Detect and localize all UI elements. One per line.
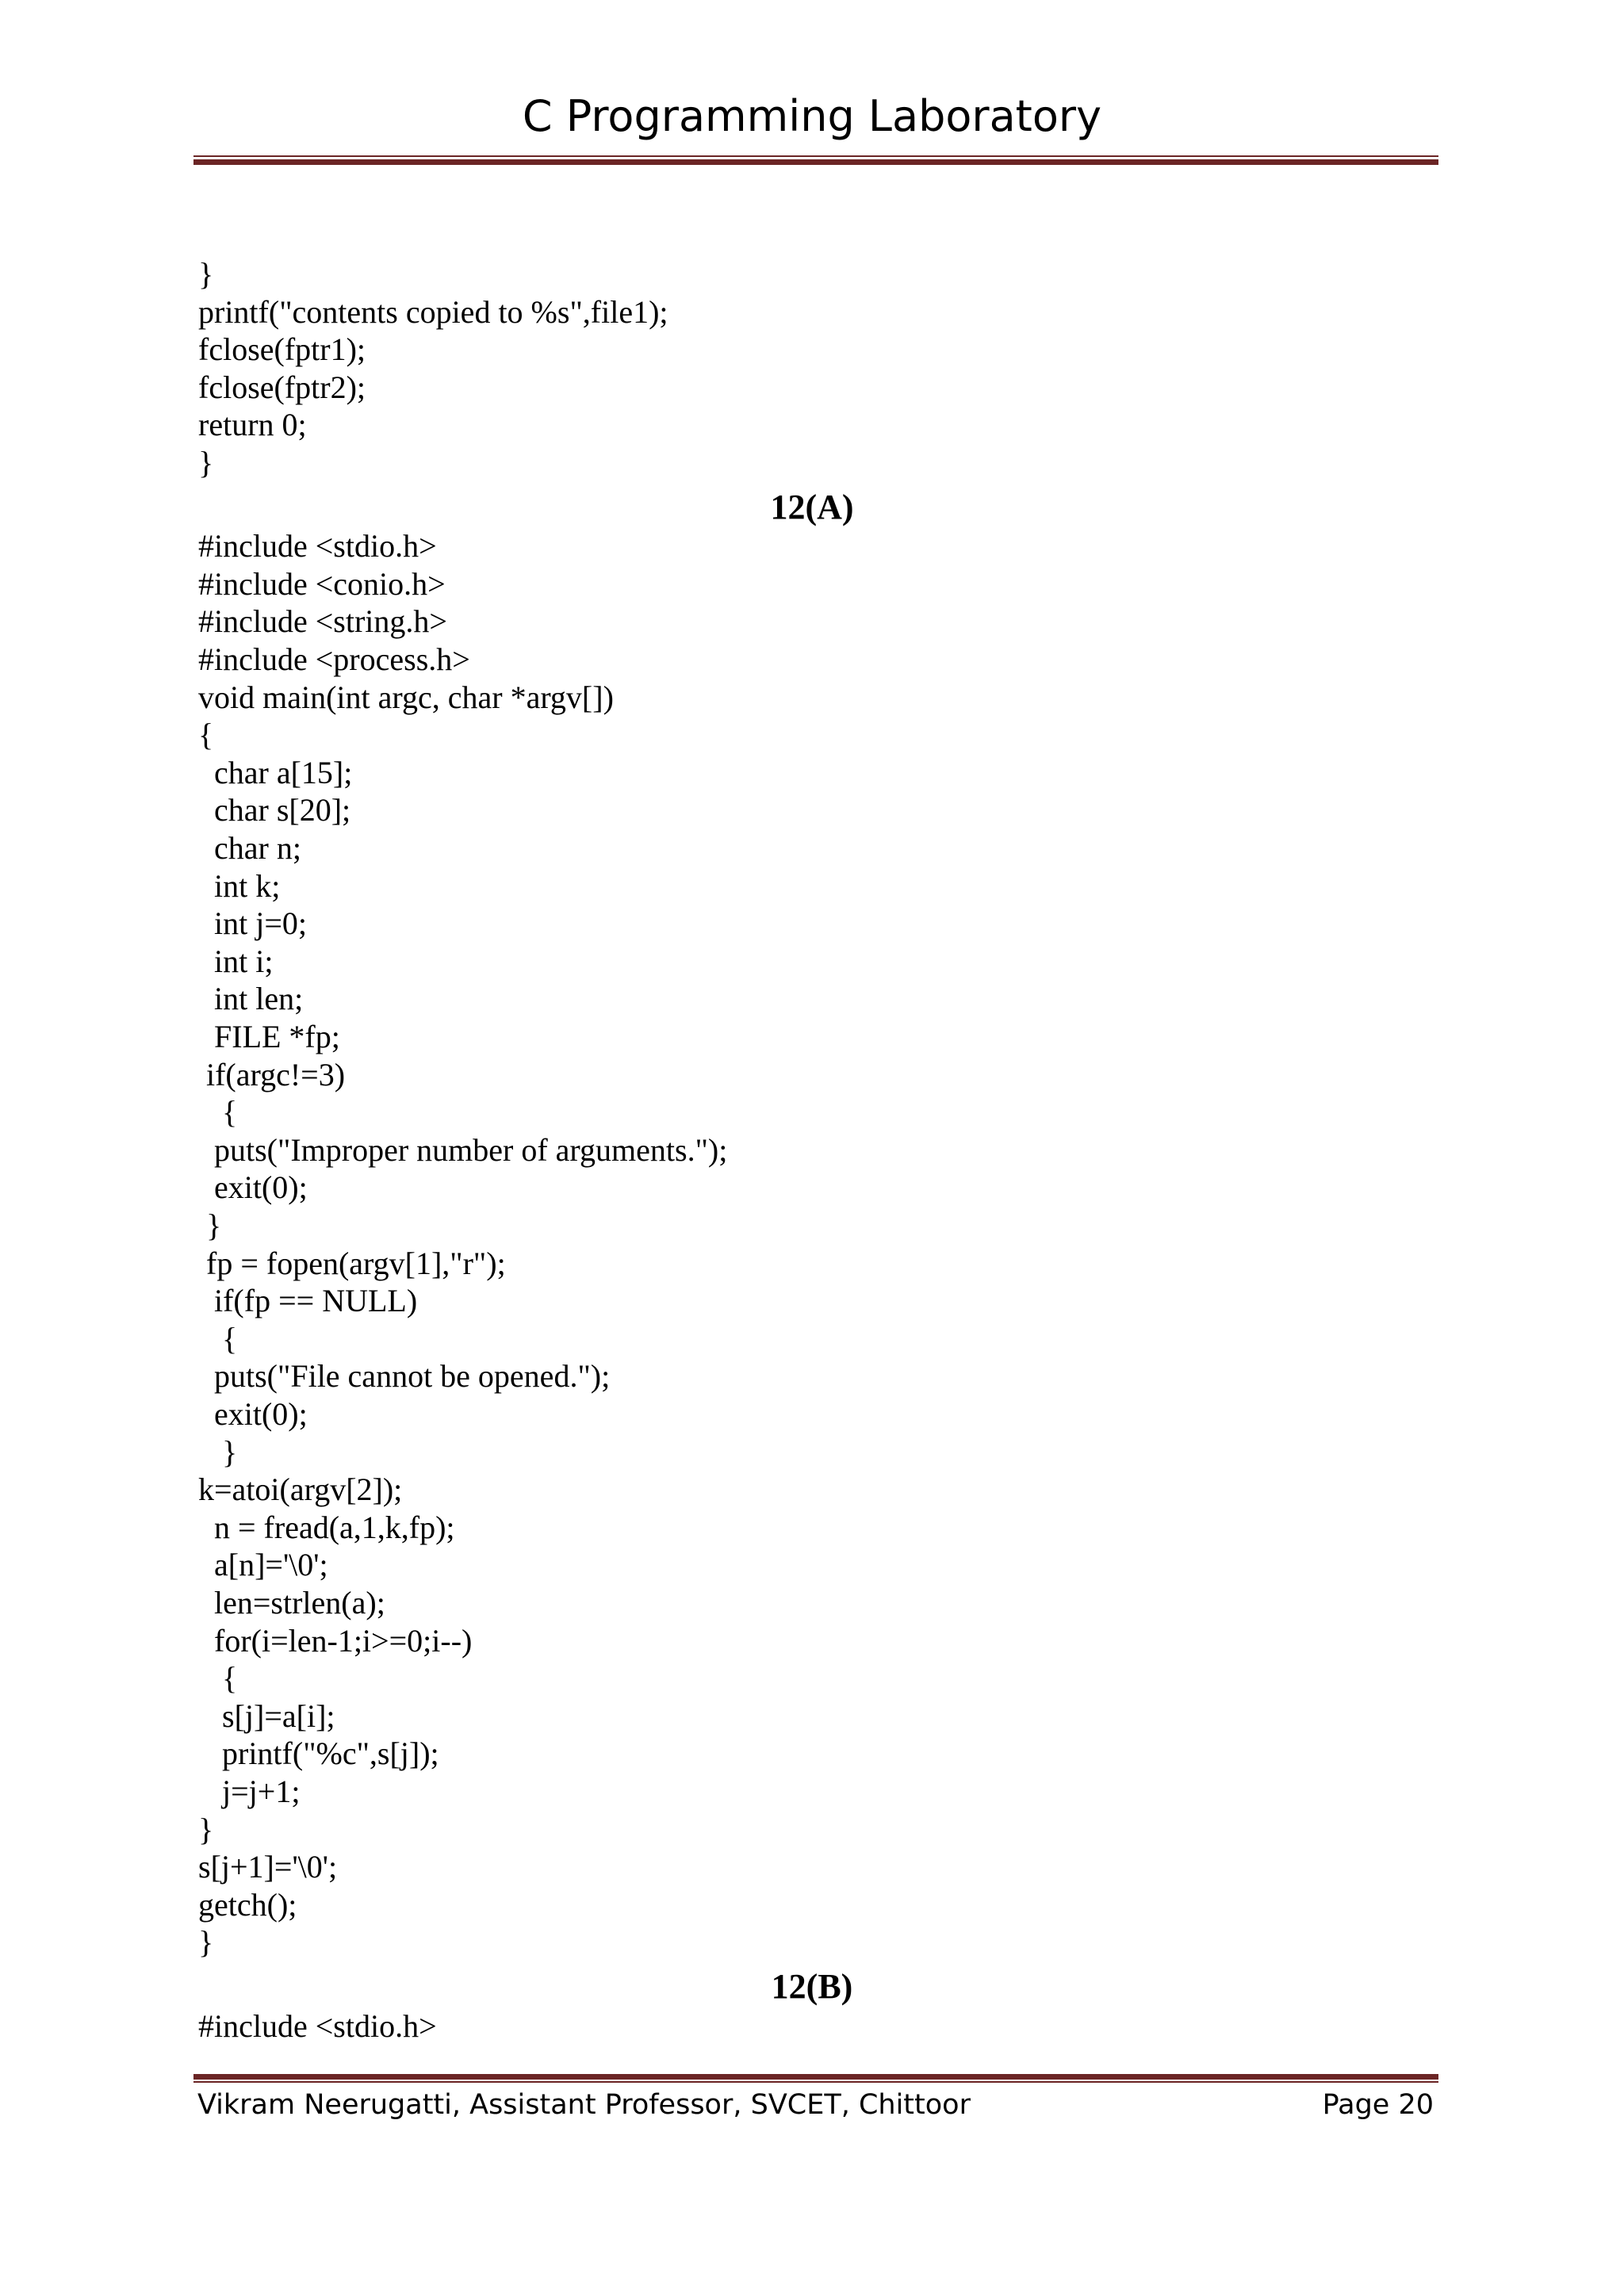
- code-line: }: [198, 1811, 214, 1847]
- code-line: k=atoi(argv[2]);: [198, 1471, 403, 1508]
- code-line: {: [198, 1320, 238, 1357]
- code-line: j=j+1;: [198, 1774, 301, 1809]
- code-line: {: [198, 717, 214, 753]
- code-line: a[n]='\0';: [198, 1547, 328, 1583]
- code-line: n = fread(a,1,k,fp);: [198, 1509, 455, 1545]
- code-line: len=strlen(a);: [198, 1585, 385, 1621]
- footer-page-number: Page 20: [1322, 2089, 1434, 2121]
- code-line: int j=0;: [198, 905, 308, 942]
- section-heading: 12(A): [770, 487, 854, 526]
- code-line: #include <string.h>: [198, 603, 447, 640]
- code-line: printf("contents copied to %s",file1);: [198, 293, 668, 330]
- code-line: FILE *fp;: [198, 1019, 340, 1054]
- code-line: getch();: [198, 1886, 297, 1923]
- code-line: {: [198, 1094, 238, 1131]
- code-line: char a[15];: [198, 754, 353, 790]
- footer-author: Vikram Neerugatti, Assistant Professor, SVCET, Chittoor: [197, 2089, 971, 2121]
- code-line: void main(int argc, char *argv[]): [198, 679, 614, 715]
- code-line: }: [198, 1207, 222, 1243]
- code-line: }: [198, 445, 214, 480]
- code-line: fclose(fptr1);: [198, 331, 366, 368]
- code-line: }: [198, 1433, 238, 1470]
- code-line: if(fp == NULL): [198, 1283, 418, 1319]
- code-line: #include <conio.h>: [198, 565, 446, 602]
- footer-rule-thick: [193, 2074, 1438, 2080]
- header-title: C Programming Laboratory: [522, 91, 1102, 141]
- code-line: exit(0);: [198, 1169, 308, 1206]
- code-line: fclose(fptr2);: [198, 369, 366, 405]
- code-line: int k;: [198, 867, 281, 904]
- code-line: puts("File cannot be opened.");: [198, 1358, 611, 1395]
- code-line: if(argc!=3): [198, 1056, 346, 1093]
- code-line: char s[20];: [198, 792, 351, 828]
- code-line: {: [198, 1660, 238, 1697]
- code-line: int i;: [198, 943, 274, 979]
- code-line: puts("Improper number of arguments.");: [198, 1131, 728, 1168]
- code-line: s[j]=a[i];: [198, 1697, 335, 1734]
- code-line: printf("%c",s[j]);: [198, 1735, 439, 1772]
- code-line: char n;: [198, 830, 301, 866]
- code-line: s[j+1]='\0';: [198, 1849, 338, 1885]
- code-line: for(i=len-1;i>=0;i--): [198, 1622, 473, 1659]
- code-line: }: [198, 1924, 214, 1961]
- code-line: int len;: [198, 981, 304, 1017]
- code-line: exit(0);: [198, 1396, 308, 1432]
- code-line: #include <process.h>: [198, 641, 470, 677]
- code-line: return 0;: [198, 407, 307, 443]
- section-heading: 12(B): [771, 1967, 853, 2006]
- footer-rule-thin: [193, 2081, 1438, 2083]
- code-line: fp = fopen(argv[1],"r");: [198, 1245, 506, 1281]
- code-line: #include <stdio.h>: [198, 2007, 437, 2044]
- code-line: }: [198, 256, 214, 292]
- code-line: #include <stdio.h>: [198, 528, 437, 564]
